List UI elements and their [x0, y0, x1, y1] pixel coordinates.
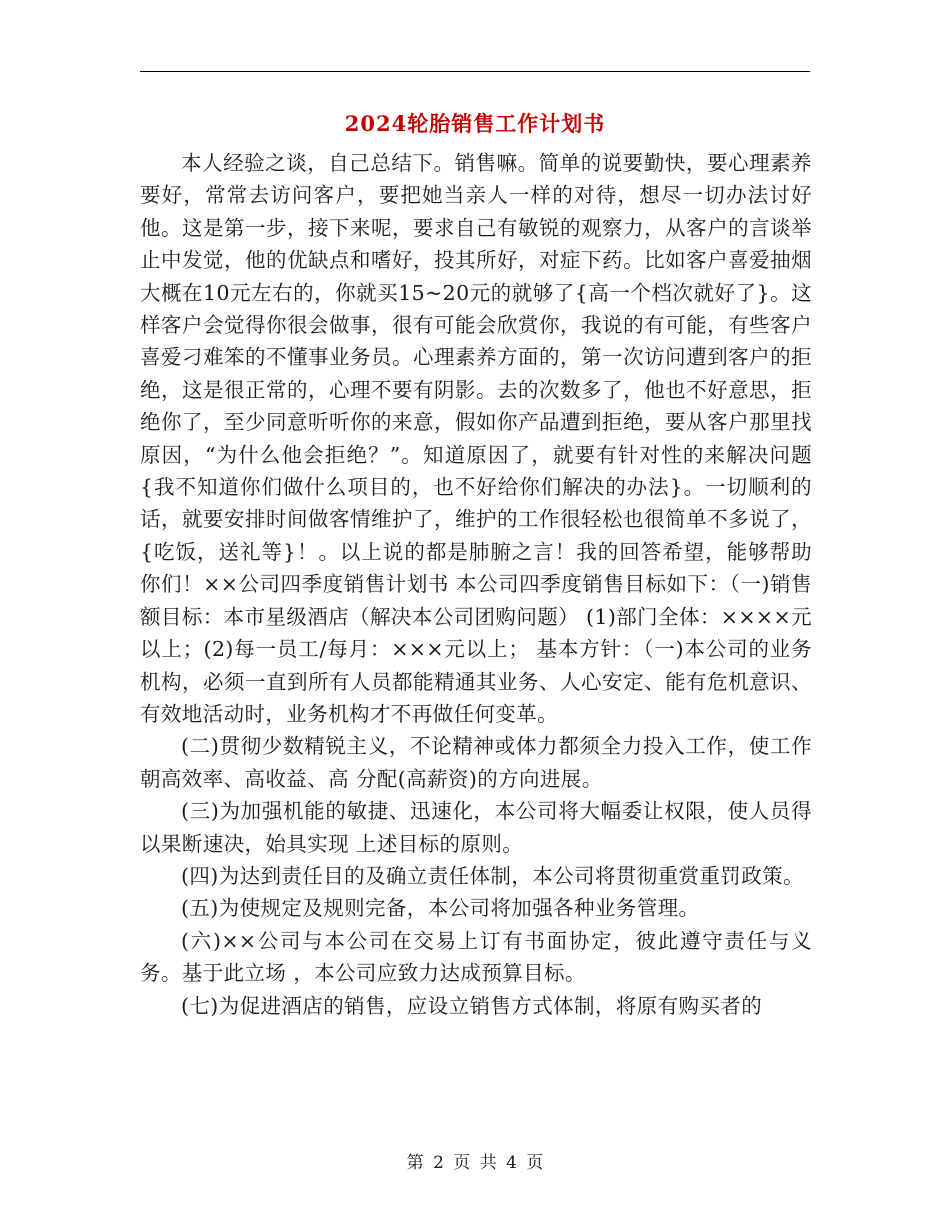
paragraph-3: (三)为加强机能的敏捷、迅速化，本公司将大幅委让权限，使人员得以果断速决，始具实现 上述目标的原则。 — [140, 799, 812, 856]
page-number-footer: 第 2 页 共 4 页 — [406, 1153, 544, 1173]
document-body — [140, 147, 812, 1022]
header-rule — [140, 71, 810, 72]
paragraph-4: (四)为达到责任目的及确立责任体制，本公司将贯彻重赏重罚政策。 — [181, 863, 804, 888]
paragraph-7: (七)为促进酒店的销售，应设立销售方式体制，将原有购买者的 — [181, 993, 763, 1018]
paragraph-2: (二)贯彻少数精锐主义，不论精神或体力都须全力投入工作，使工作朝高效率、高收益、高 分配(高薪资)的方向进展。 — [140, 734, 812, 791]
document-title: 2024轮胎销售工作计划书 — [344, 111, 606, 136]
paragraph-1: 本人经验之谈，自己总结下。销售嘛。简单的说要勤快，要心理素养要好，常常去访问客户，要把她当亲人一样的对待，想尽一切办法讨好他。这是第一步，接下来呢，要求自己有敏锐的观察力，从客户的言谈举止中发觉，他的优缺点和嗜好，投其所好，对症下药。比如客户喜爱抽烟大概在10元左右的，你就买15~20元的就够了{高一个档次就好了}。这样客户会觉得你很会做事，很有可能会欣赏你，我说的有可能，有些客户喜爱刁难笨的不懂事业务员。心理素养方面的，第一次访问遭到客户的拒绝，这是很正常的，心理不要有阴影。去的次数多了，他也不好意思，拒绝你了，至少同意听听你的来意，假如你产品遭到拒绝，要从客户那里找原因，“为什么他会拒绝？”。知道原因了，就要有针对性的来解决问题{我不知道你们做什么项目的，也不好给你们解决的办法}。一切顺利的话，就要安排时间做客情维护了，维护的工作很轻松也很简单不多说了，{吃饭，送礼等}！。以上说的都是肺腑之言！我的回答希望，能够帮助你们！××公司四季度销售计划书 本公司四季度销售目标如下：（一)销售额目标：本市星级酒店（解决本公司团购问题） (1)部门全体：××××元以上；(2)每一员工/每月：×××元以上； 基本方针：（一)本公司的业务机构，必须一直到所有人员都能精通其业务、人心安定、能有危机意识、 有效地活动时，业务机构才不再做任何变革。 — [140, 151, 812, 726]
paragraph-5: (五)为使规定及规则完备，本公司将加强各种业务管理。 — [181, 896, 700, 921]
paragraph-6: (六)××公司与本公司在交易上订有书面协定，彼此遵守责任与义务。基于此立场 ，本公司应致力达成预算目标。 — [140, 928, 812, 986]
